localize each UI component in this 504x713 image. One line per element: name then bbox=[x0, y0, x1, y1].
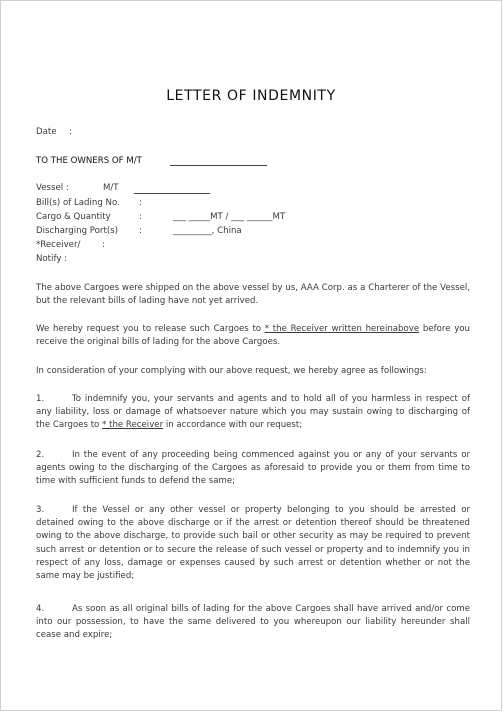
clause-2 bbox=[36, 449, 470, 489]
date-label: Date bbox=[36, 127, 57, 137]
to-owners-label: TO THE OWNERS OF M/T bbox=[36, 156, 142, 166]
owners-blank-line bbox=[170, 165, 267, 166]
clause-1-text-b: in accordance with our request; bbox=[163, 420, 303, 431]
clause-1-text-a: To indemnify you, your servants and agents and to hold all of you harmless in respect of any liability, loss or damage of whatsoever nature which you may sustain owing to discharging of the Cargoes to bbox=[36, 394, 470, 431]
paragraph-consideration: In consideration of your complying with our above request, we hereby agree as followings: bbox=[36, 366, 427, 376]
vessel-label: Vessel : bbox=[36, 183, 69, 193]
request-text-b: before you receive the original bills of lading for the above Cargoes. bbox=[36, 324, 470, 348]
clause-4-number: 4. bbox=[36, 604, 45, 614]
discharging-value: _________, China bbox=[173, 226, 242, 236]
clause-4 bbox=[36, 603, 470, 643]
clause-3-number: 3. bbox=[36, 505, 45, 515]
clause-2-text: In the event of any proceeding being commenced against you or any of your servants or agents owing to the discharging of the Cargoes as aforesaid to provide you or them from time to time with sufficient funds to defend the same; bbox=[36, 450, 470, 487]
request-text-a: We hereby request you to release such Cargoes to bbox=[36, 324, 265, 334]
paragraph-request bbox=[36, 323, 470, 349]
clause-1-receiver-link: * the Receiver bbox=[102, 420, 164, 431]
discharging-colon: : bbox=[139, 226, 142, 236]
clause-1-number: 1. bbox=[36, 394, 45, 404]
vessel-mt: M/T bbox=[103, 183, 119, 193]
clause-3 bbox=[36, 504, 470, 583]
bills-colon: : bbox=[139, 198, 142, 208]
discharging-label: Discharging Port(s) bbox=[36, 226, 118, 236]
receiver-label: *Receiver/ bbox=[36, 240, 81, 250]
receiver-colon: : bbox=[102, 240, 105, 250]
date-colon: : bbox=[69, 127, 72, 137]
notify-label: Notify : bbox=[36, 254, 68, 264]
bills-label: Bill(s) of Lading No. bbox=[36, 198, 120, 208]
receiver-reference-link: * the Receiver written hereinabove bbox=[264, 324, 420, 334]
paragraph-shipment: The above Cargoes were shipped on the above vessel by us, AAA Corp. as a Charterer of the Vessel, but the relevant bills of lading have not yet arrived. bbox=[36, 283, 470, 307]
cargo-colon: : bbox=[139, 212, 142, 222]
clause-2-number: 2. bbox=[36, 450, 45, 460]
document-title: LETTER OF INDEMNITY bbox=[166, 88, 336, 104]
clause-3-text: If the Vessel or any other vessel or property belonging to you should be arrested or detained owing to the above discharge or if the arrest or detention thereof should be threatened owing to the above discharge, to provide such bail or other security as may be required to prevent such arrest or detention or to secure the release of such vessel or property and to indemnify you in respect of any loss, damage or expenses caused by such arrest or detention whether or not the same may be justified; bbox=[36, 505, 470, 582]
vessel-blank-line bbox=[134, 193, 210, 194]
cargo-value: ___ _____MT / ___ ______MT bbox=[173, 212, 286, 222]
clause-1 bbox=[36, 393, 470, 433]
clause-4-text: As soon as all original bills of lading for the above Cargoes shall have arrived and/or come into our possession, to have the same delivered to you whereupon our liability hereunder shall cease and expire; bbox=[36, 604, 470, 641]
cargo-label: Cargo & Quantity bbox=[36, 212, 111, 222]
